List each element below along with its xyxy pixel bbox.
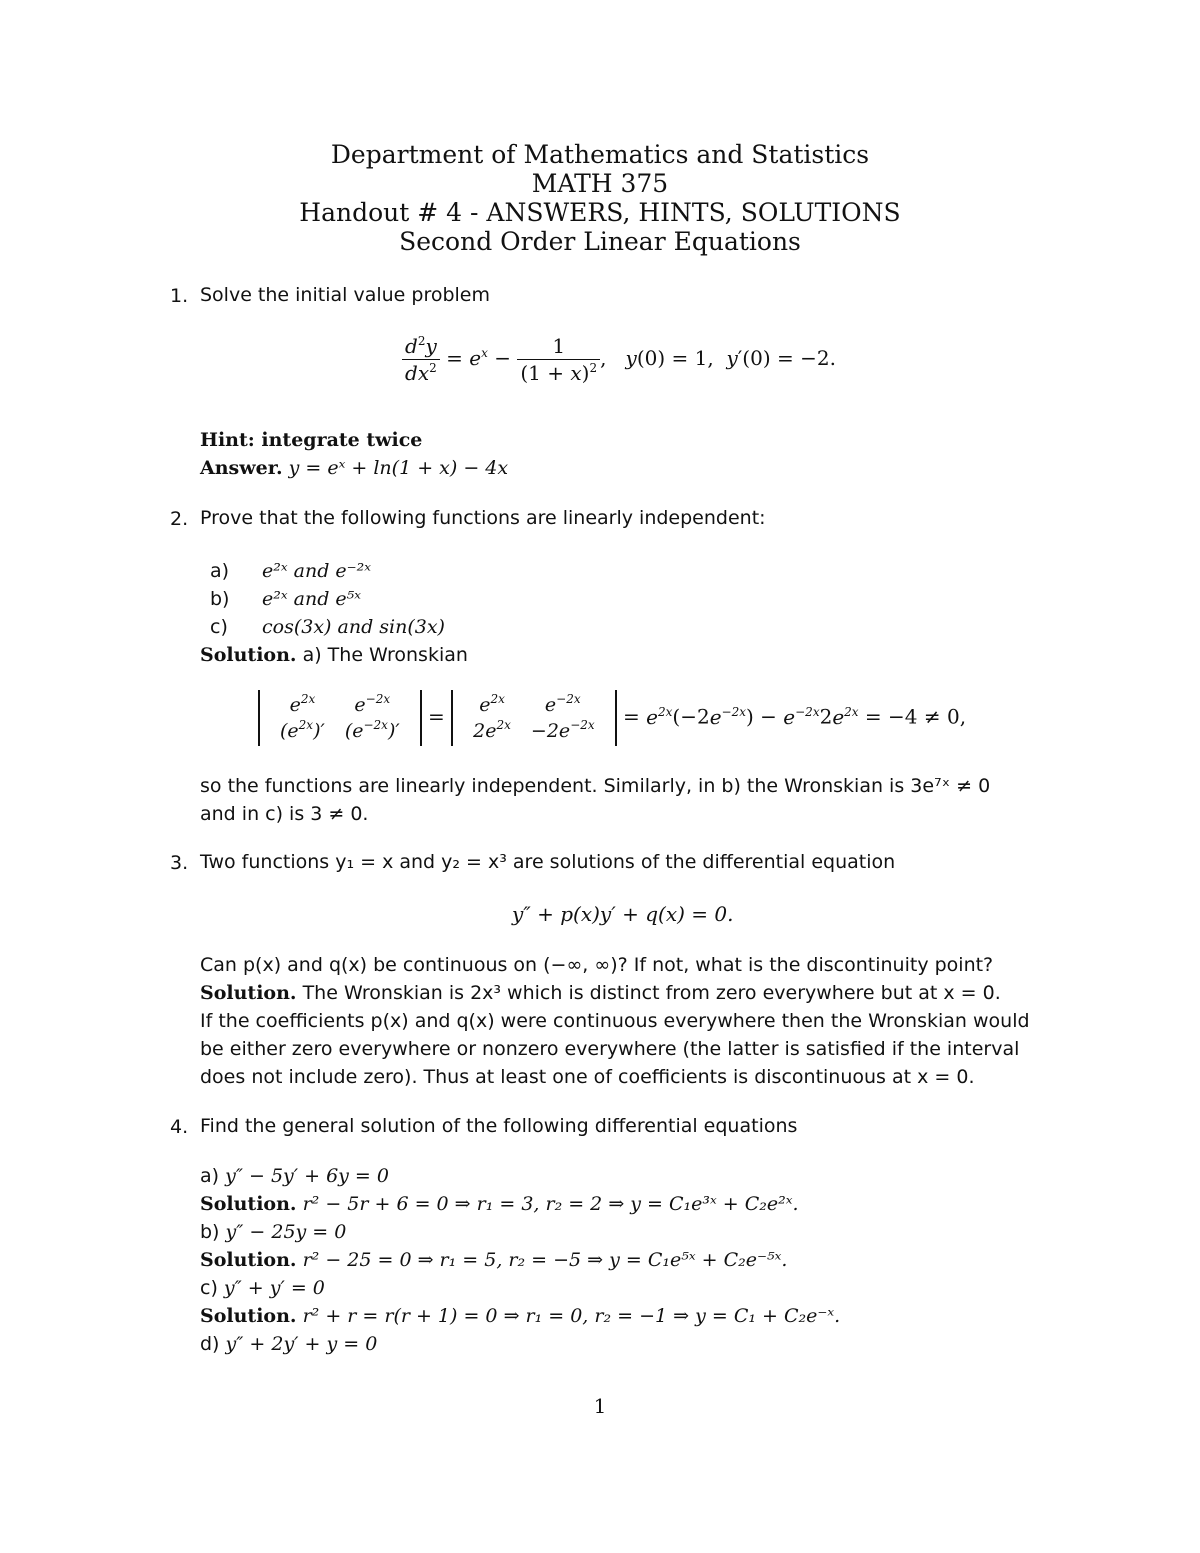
solution-label: Solution. [200,644,297,666]
solution-intro: a) The Wronskian [302,644,468,666]
solution-text: r² + r = r(r + 1) = 0 ⇒ r₁ = 0, r₂ = −1 ⇒ y = C₁ + C₂e⁻ˣ. [302,1305,841,1327]
solution-label: Solution. [200,982,297,1004]
part-b [200,1219,346,1245]
problem-number: 2. [170,508,189,530]
solution-line-1 [200,980,1001,1006]
item-b-label: b) [210,588,230,610]
handout-title: Handout # 4 - ANSWERS, HINTS, SOLUTIONS [299,198,901,227]
solution-label: Solution. [200,1249,297,1271]
part-equation: y″ + y′ = 0 [223,1277,325,1299]
conclusion-line-1: so the functions are linearly independent. Similarly, in b) the Wronskian is 3e⁷ˣ ≠ 0 [200,775,991,797]
part-equation: y″ − 25y = 0 [225,1221,347,1243]
solution-text: The Wronskian is 2x³ which is distinct from zero everywhere but at x = 0. [302,982,1001,1004]
department-title: Department of Mathematics and Statistics [330,140,870,169]
solution-line-3: be either zero everywhere or nonzero everywhere (the latter is satisfied if the interval [200,1038,1020,1060]
part-label: d) [200,1333,220,1355]
item-a-text: e²ˣ and e⁻²ˣ [262,560,372,582]
part-label: c) [200,1277,218,1299]
differential-equation: y″ + p(x)y′ + q(x) = 0. [512,902,734,926]
solution-text: r² − 5r + 6 = 0 ⇒ r₁ = 3, r₂ = 2 ⇒ y = C₁e³ˣ + C₂e²ˣ. [302,1193,799,1215]
problem-prompt: Solve the initial value problem [200,284,491,306]
problem-number: 3. [170,852,189,874]
item-a-label: a) [210,560,230,582]
solution-label: Solution. [200,1193,297,1215]
document-header [0,140,1200,256]
solution-line [200,642,468,668]
part-a [200,1163,389,1189]
item-b-text: e²ˣ and e⁵ˣ [262,588,362,610]
problem-prompt: Find the general solution of the following differential equations [200,1115,798,1137]
problem-number: 1. [170,285,189,307]
item-c-text: cos(3x) and sin(3x) [262,616,445,638]
conclusion-line-2: and in c) is 3 ≠ 0. [200,803,369,825]
part-a-solution [200,1191,799,1217]
part-label: a) [200,1165,220,1187]
item-c-label: c) [210,616,228,638]
question-line: Can p(x) and q(x) be continuous on (−∞, ∞)? If not, what is the discontinuity point? [200,954,994,976]
wronskian-equation: $e^{2x}$ $e^{-2x}$ $(e^{2x})'$ $(e^{-2x})'$ = $e^{2x}$ $e^{-2x}$ $2e^{2x}$ $-2e^{-2x}$ = $e^{2x}(-2e^{-2x}) - e^{-2x}2e^{2x} = -4 \ne 0$, [258,690,966,746]
part-c-solution [200,1303,840,1329]
problem-number: 4. [170,1116,189,1138]
solution-text: r² − 25 = 0 ⇒ r₁ = 5, r₂ = −5 ⇒ y = C₁e⁵ˣ + C₂e⁻⁵ˣ. [302,1249,788,1271]
answer-label: Answer. [200,457,283,479]
hint-text: Hint: integrate twice [200,429,423,451]
course-code: MATH 375 [531,169,669,198]
part-equation: y″ + 2y′ + y = 0 [225,1333,378,1355]
problem-prompt: Two functions y₁ = x and y₂ = x³ are solutions of the differential equation [200,851,896,873]
answer-value: y = eˣ + ln(1 + x) − 4x [288,457,509,479]
part-label: b) [200,1221,220,1243]
part-b-solution [200,1247,787,1273]
part-equation: y″ − 5y′ + 6y = 0 [225,1165,389,1187]
answer-line [200,455,508,481]
part-c [200,1275,325,1301]
page-number: 1 [593,1394,607,1418]
topic-title: Second Order Linear Equations [399,227,801,256]
part-d [200,1331,377,1357]
equation-1: $\frac{d^2y}{dx^2}$ = $e^x$ − $\frac{1}{(1 + x)^2}$ , y(0) = 1, y′(0) = −2. [402,334,836,385]
solution-label: Solution. [200,1305,297,1327]
solution-line-2: If the coefficients p(x) and q(x) were continuous everywhere then the Wronskian would [200,1010,1030,1032]
solution-line-4: does not include zero). Thus at least one of coefficients is discontinuous at x = 0. [200,1066,975,1088]
problem-prompt: Prove that the following functions are linearly independent: [200,507,766,529]
